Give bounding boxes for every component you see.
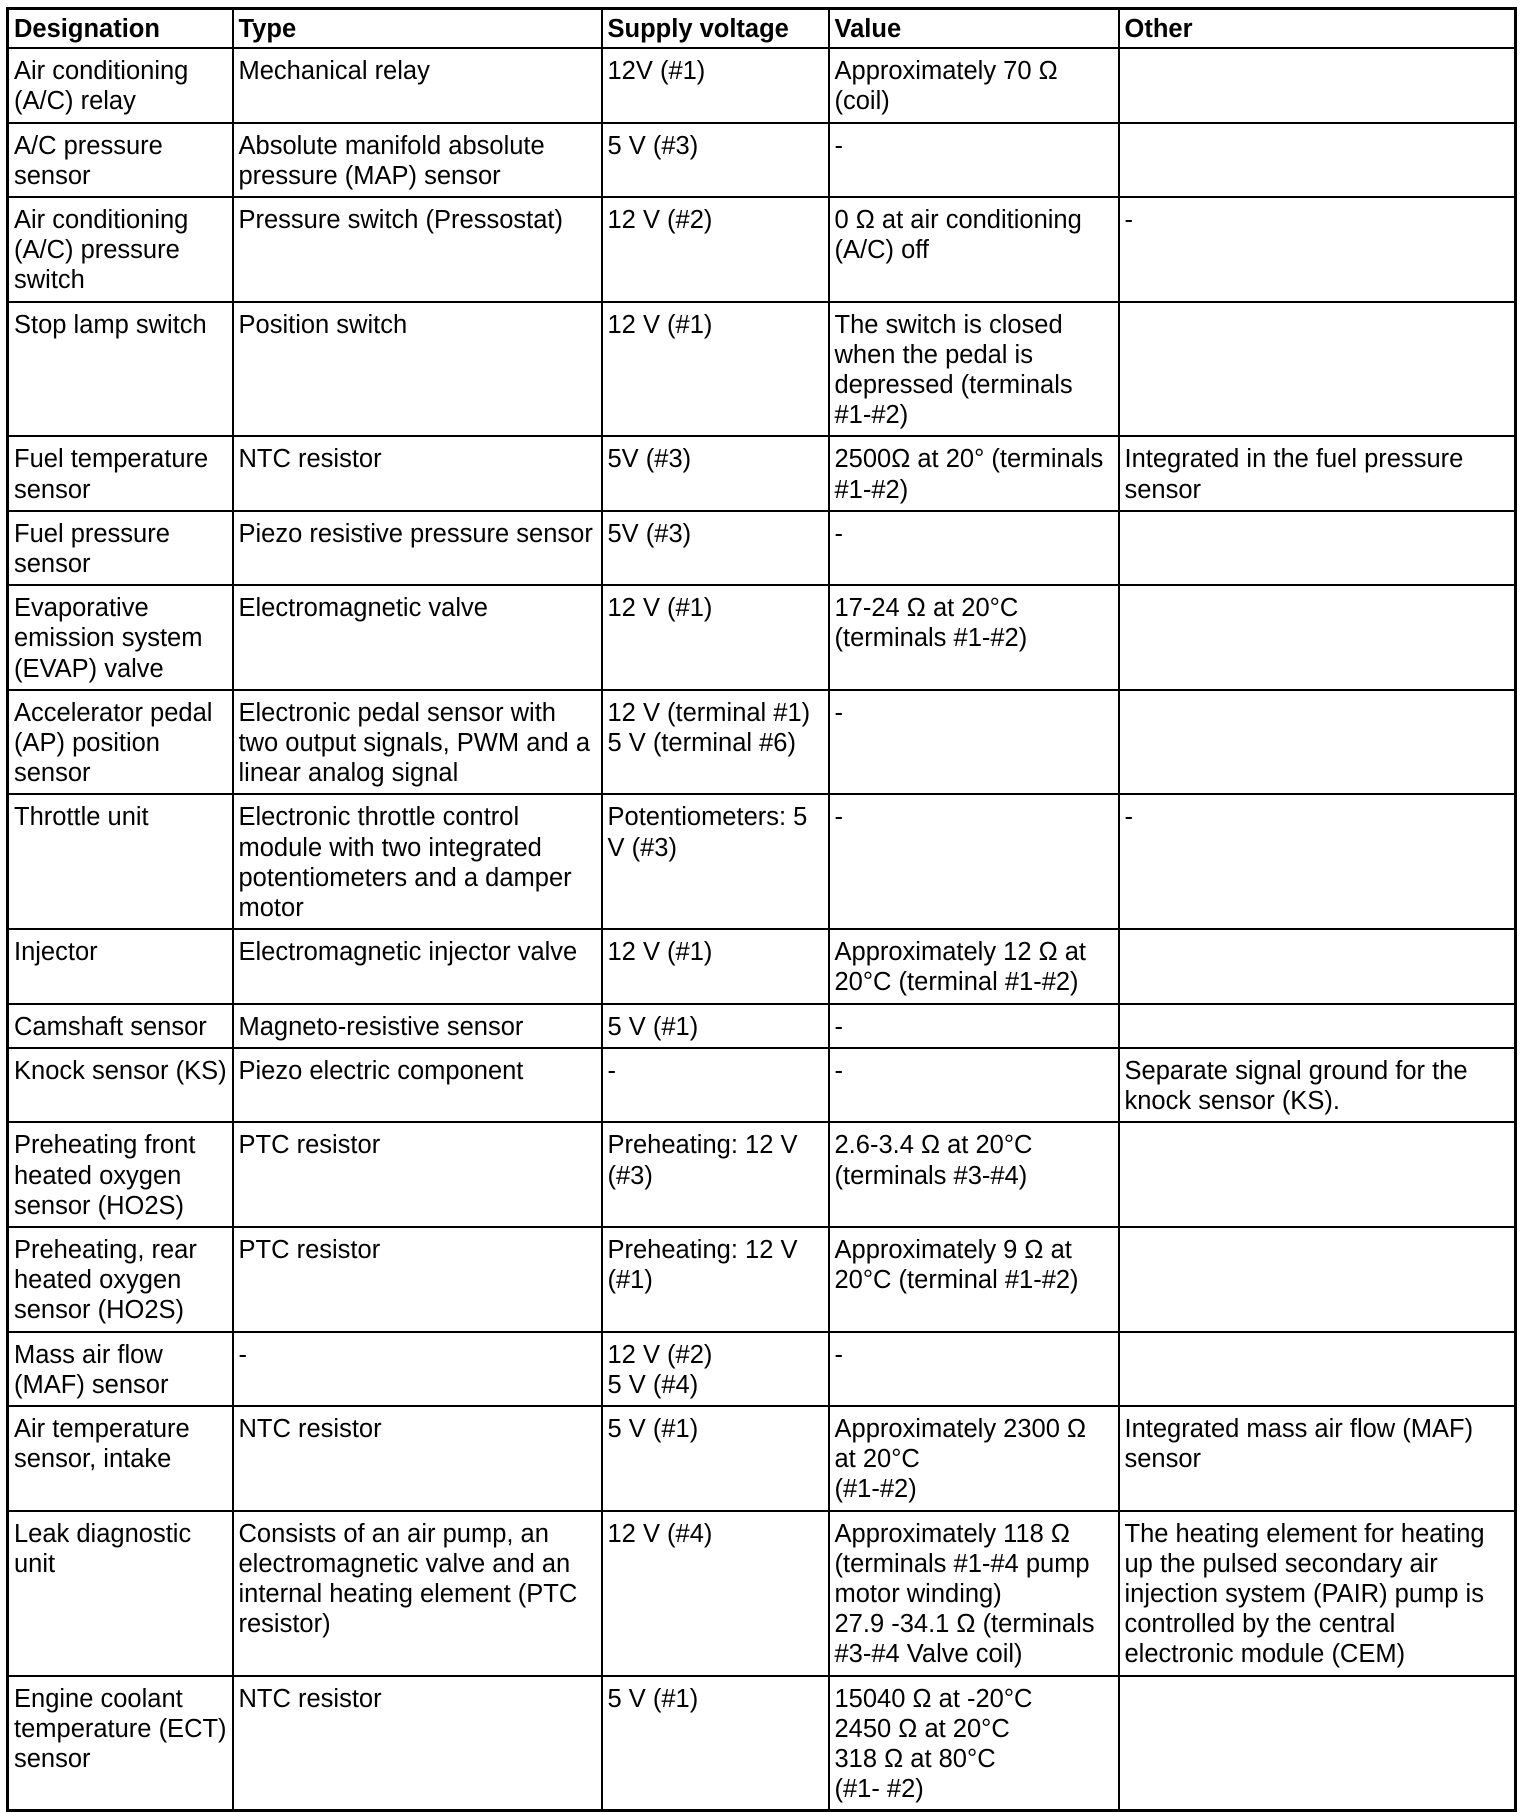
cell-value: 15040 Ω at -20°C 2450 Ω at 20°C 318 Ω at 80°C (#1- #2) xyxy=(829,1676,1119,1811)
cell-value: 2.6-3.4 Ω at 20°C (terminals #3-#4) xyxy=(829,1122,1119,1227)
cell-value: Approximately 2300 Ω at 20°C (#1-#2) xyxy=(829,1406,1119,1511)
cell-supply-voltage: Potentiometers: 5 V (#3) xyxy=(602,794,829,929)
cell-other: - xyxy=(1119,197,1516,302)
table-row xyxy=(8,123,1516,197)
cell-other: Integrated in the fuel pressure sensor xyxy=(1119,436,1516,510)
cell-value: Approximately 9 Ω at 20°C (terminal #1-#2) xyxy=(829,1227,1119,1332)
cell-other: Separate signal ground for the knock sensor (KS). xyxy=(1119,1048,1516,1122)
cell-value: - xyxy=(829,1332,1119,1406)
table-row xyxy=(8,1332,1516,1406)
cell-value: Approximately 70 Ω (coil) xyxy=(829,48,1119,122)
cell-type: Absolute manifold absolute pressure (MAP) sensor xyxy=(233,123,602,197)
cell-other: Integrated mass air flow (MAF) sensor xyxy=(1119,1406,1516,1511)
cell-type: PTC resistor xyxy=(233,1227,602,1332)
cell-other xyxy=(1119,511,1516,585)
cell-supply-voltage: - xyxy=(602,1048,829,1122)
table-row xyxy=(8,1122,1516,1227)
cell-supply-voltage: 12 V (#2) xyxy=(602,197,829,302)
cell-other xyxy=(1119,690,1516,795)
table-row xyxy=(8,1004,1516,1048)
table-row xyxy=(8,1406,1516,1511)
cell-value: - xyxy=(829,1004,1119,1048)
cell-type: Mechanical relay xyxy=(233,48,602,122)
table-row xyxy=(8,511,1516,585)
cell-value: - xyxy=(829,690,1119,795)
cell-supply-voltage: 12 V (#2) 5 V (#4) xyxy=(602,1332,829,1406)
cell-designation: Preheating, rear heated oxygen sensor (HO2S) xyxy=(8,1227,233,1332)
cell-type: Magneto-resistive sensor xyxy=(233,1004,602,1048)
table-row xyxy=(8,1227,1516,1332)
cell-type: Piezo electric component xyxy=(233,1048,602,1122)
component-spec-table xyxy=(6,7,1517,1812)
cell-designation: Air conditioning (A/C) relay xyxy=(8,48,233,122)
cell-other xyxy=(1119,48,1516,122)
cell-supply-voltage: 12 V (#1) xyxy=(602,302,829,437)
cell-designation: Leak diagnostic unit xyxy=(8,1511,233,1676)
cell-other xyxy=(1119,929,1516,1003)
cell-type: Position switch xyxy=(233,302,602,437)
cell-supply-voltage: 12 V (terminal #1) 5 V (terminal #6) xyxy=(602,690,829,795)
cell-other xyxy=(1119,1004,1516,1048)
cell-designation: Injector xyxy=(8,929,233,1003)
cell-supply-voltage: 5 V (#1) xyxy=(602,1406,829,1511)
cell-supply-voltage: Preheating: 12 V (#3) xyxy=(602,1122,829,1227)
cell-other xyxy=(1119,1676,1516,1811)
cell-designation: A/C pressure sensor xyxy=(8,123,233,197)
header-supply-voltage: Supply voltage xyxy=(602,9,829,49)
table-row xyxy=(8,197,1516,302)
cell-designation: Engine coolant temperature (ECT) sensor xyxy=(8,1676,233,1811)
cell-type: Piezo resistive pressure sensor xyxy=(233,511,602,585)
cell-value: 2500Ω at 20° (terminals #1-#2) xyxy=(829,436,1119,510)
cell-designation: Fuel temperature sensor xyxy=(8,436,233,510)
table-row xyxy=(8,1511,1516,1676)
cell-supply-voltage: 5 V (#1) xyxy=(602,1004,829,1048)
cell-supply-voltage: 5 V (#1) xyxy=(602,1676,829,1811)
cell-designation: Mass air flow (MAF) sensor xyxy=(8,1332,233,1406)
cell-type: - xyxy=(233,1332,602,1406)
cell-designation: Evaporative emission system (EVAP) valve xyxy=(8,585,233,690)
cell-other xyxy=(1119,1332,1516,1406)
cell-type: NTC resistor xyxy=(233,436,602,510)
table-row xyxy=(8,690,1516,795)
cell-value: Approximately 118 Ω (terminals #1-#4 pump motor winding) 27.9 -34.1 Ω (terminals #3-#4 Valve coil) xyxy=(829,1511,1119,1676)
cell-value: - xyxy=(829,1048,1119,1122)
cell-value: 17-24 Ω at 20°C (terminals #1-#2) xyxy=(829,585,1119,690)
cell-value: 0 Ω at air conditioning (A/C) off xyxy=(829,197,1119,302)
cell-other xyxy=(1119,123,1516,197)
cell-designation: Stop lamp switch xyxy=(8,302,233,437)
cell-designation: Preheating front heated oxygen sensor (HO2S) xyxy=(8,1122,233,1227)
cell-supply-voltage: 12 V (#4) xyxy=(602,1511,829,1676)
cell-supply-voltage: 12 V (#1) xyxy=(602,585,829,690)
cell-other xyxy=(1119,302,1516,437)
cell-value: Approximately 12 Ω at 20°C (terminal #1-#2) xyxy=(829,929,1119,1003)
cell-type: Electronic pedal sensor with two output signals, PWM and a linear analog signal xyxy=(233,690,602,795)
header-type: Type xyxy=(233,9,602,49)
cell-supply-voltage: 5V (#3) xyxy=(602,511,829,585)
cell-other: - xyxy=(1119,794,1516,929)
cell-value: - xyxy=(829,511,1119,585)
cell-value: The switch is closed when the pedal is depressed (terminals #1-#2) xyxy=(829,302,1119,437)
cell-supply-voltage: 5V (#3) xyxy=(602,436,829,510)
table-row xyxy=(8,794,1516,929)
cell-supply-voltage: 12 V (#1) xyxy=(602,929,829,1003)
table-row xyxy=(8,436,1516,510)
cell-other xyxy=(1119,1227,1516,1332)
cell-other xyxy=(1119,585,1516,690)
cell-designation: Knock sensor (KS) xyxy=(8,1048,233,1122)
cell-other xyxy=(1119,1122,1516,1227)
cell-supply-voltage: 12V (#1) xyxy=(602,48,829,122)
table-row xyxy=(8,302,1516,437)
cell-designation: Air temperature sensor, intake xyxy=(8,1406,233,1511)
cell-designation: Camshaft sensor xyxy=(8,1004,233,1048)
header-designation: Designation xyxy=(8,9,233,49)
table-row xyxy=(8,585,1516,690)
cell-value: - xyxy=(829,794,1119,929)
table-header-row xyxy=(8,9,1516,49)
cell-type: Electromagnetic injector valve xyxy=(233,929,602,1003)
cell-type: Electronic throttle control module with two integrated potentiometers and a damper motor xyxy=(233,794,602,929)
cell-value: - xyxy=(829,123,1119,197)
table-row xyxy=(8,929,1516,1003)
cell-supply-voltage: Preheating: 12 V (#1) xyxy=(602,1227,829,1332)
table-row xyxy=(8,48,1516,122)
header-value: Value xyxy=(829,9,1119,49)
table-row xyxy=(8,1676,1516,1811)
cell-designation: Accelerator pedal (AP) position sensor xyxy=(8,690,233,795)
cell-type: NTC resistor xyxy=(233,1406,602,1511)
table-row xyxy=(8,1048,1516,1122)
cell-type: NTC resistor xyxy=(233,1676,602,1811)
cell-type: Consists of an air pump, an electromagnetic valve and an internal heating element (PTC resistor) xyxy=(233,1511,602,1676)
cell-designation: Fuel pressure sensor xyxy=(8,511,233,585)
cell-type: Electromagnetic valve xyxy=(233,585,602,690)
header-other: Other xyxy=(1119,9,1516,49)
cell-supply-voltage: 5 V (#3) xyxy=(602,123,829,197)
cell-designation: Throttle unit xyxy=(8,794,233,929)
cell-designation: Air conditioning (A/C) pressure switch xyxy=(8,197,233,302)
cell-other: The heating element for heating up the pulsed secondary air injection system (PAIR) pump is controlled by the central electronic module (CEM) xyxy=(1119,1511,1516,1676)
cell-type: PTC resistor xyxy=(233,1122,602,1227)
cell-type: Pressure switch (Pressostat) xyxy=(233,197,602,302)
